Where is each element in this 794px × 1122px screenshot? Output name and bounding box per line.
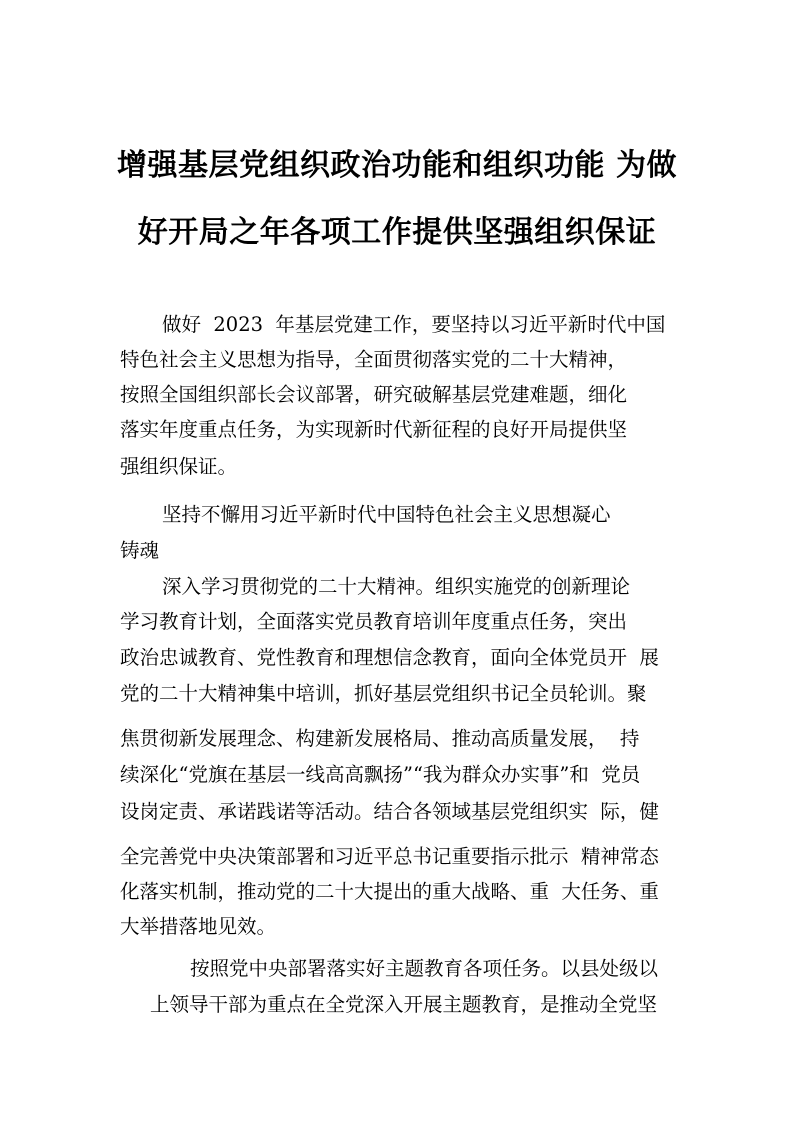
paragraph-line: 深入学习贯彻党的二十大精神。组织实施党的创新理论: [162, 575, 631, 598]
paragraph-line: 政治忠诚教育、党性教育和理想信念教育，面向全体党员开 展: [120, 646, 659, 669]
paragraph-line: 焦贯彻新发展理念、构建新发展格局、推动高质量发展， 持: [120, 727, 640, 750]
paragraph-line: 全完善党中央决策部署和习近平总书记重要指示批示 精神常态: [120, 845, 659, 868]
paragraph-line: 学习教育计划，全面落实党员教育培训年度重点任务，突出: [120, 610, 628, 633]
paragraph-line: 落实年度重点任务，为实现新时代新征程的良好开局提供坚: [120, 418, 628, 441]
paragraph-line: 特色社会主义思想为指导，全面贯彻落实党的二十大精神，: [120, 348, 628, 371]
paragraph-line: 按照党中央部署落实好主题教育各项任务。以县处级以: [190, 957, 659, 980]
paragraph-line: 化落实机制，推动党的二十大提出的重大战略、重 大任务、重: [120, 880, 659, 903]
paragraph-line: 续深化“党旗在基层一线高高飘扬”“我为群众办实事”和 党员: [120, 763, 641, 786]
document-title-line-2: 好开局之年各项工作提供坚强组织保证: [137, 215, 657, 250]
paragraph-line: 上领导干部为重点在全党深入开展主题教育，是推动全党坚: [150, 993, 658, 1016]
paragraph-line: 按照全国组织部长会议部署，研究破解基层党建难题，细化: [120, 383, 628, 406]
paragraph-line: 大举措落地见效。: [120, 915, 277, 938]
section-heading-line: 铸魂: [120, 539, 160, 562]
document-title-line-1: 增强基层党组织政治功能和组织功能 为做: [117, 148, 677, 183]
paragraph-line: 做好 2023 年基层党建工作，要坚持以习近平新时代中国: [162, 313, 666, 336]
paragraph-line: 强组织保证。: [120, 455, 238, 478]
section-heading-line: 坚持不懈用习近平新时代中国特色社会主义思想凝心: [162, 503, 611, 526]
paragraph-line: 党的二十大精神集中培训，抓好基层党组织书记全员轮训。聚: [120, 682, 647, 705]
paragraph-line: 设岗定责、承诺践诺等活动。结合各领域基层党组织实 际，健: [120, 800, 659, 823]
